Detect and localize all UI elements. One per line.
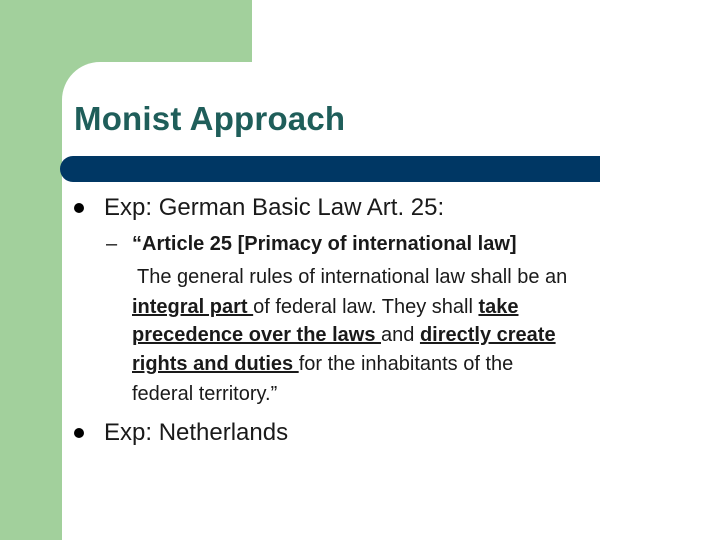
quote-line-3 <box>132 324 556 347</box>
bullet-dot-icon <box>74 428 84 438</box>
emphasis-precedence: precedence over the laws <box>132 324 382 346</box>
emphasis-directly-create: directly create <box>419 324 556 346</box>
quote-line-4-text: for the inhabitants of the <box>298 353 514 375</box>
quote-line-2 <box>132 296 518 319</box>
slide-title: Monist Approach <box>74 100 346 137</box>
title-underline-bar <box>60 156 600 182</box>
decorative-left-band <box>0 0 62 540</box>
quote-line-4 <box>132 353 513 376</box>
emphasis-take: take <box>478 296 519 318</box>
sub-bullet-dash: – <box>106 233 118 255</box>
quote-line-1: The general rules of international law shall be an <box>137 266 568 288</box>
quote-line-2-text: of federal law. They shall <box>253 296 479 318</box>
quote-line-5: federal territory.” <box>132 383 278 405</box>
bullet-text-german-law: Exp: German Basic Law Art. 25: <box>104 194 445 221</box>
bullet-text-netherlands: Exp: Netherlands <box>104 419 289 446</box>
emphasis-rights-duties: rights and duties <box>132 353 299 375</box>
quote-heading: “Article 25 [Primacy of international law] <box>132 233 517 255</box>
quote-line-3-text: and <box>381 324 420 346</box>
emphasis-integral-part: integral part <box>132 296 254 318</box>
bullet-dot-icon <box>74 203 84 213</box>
